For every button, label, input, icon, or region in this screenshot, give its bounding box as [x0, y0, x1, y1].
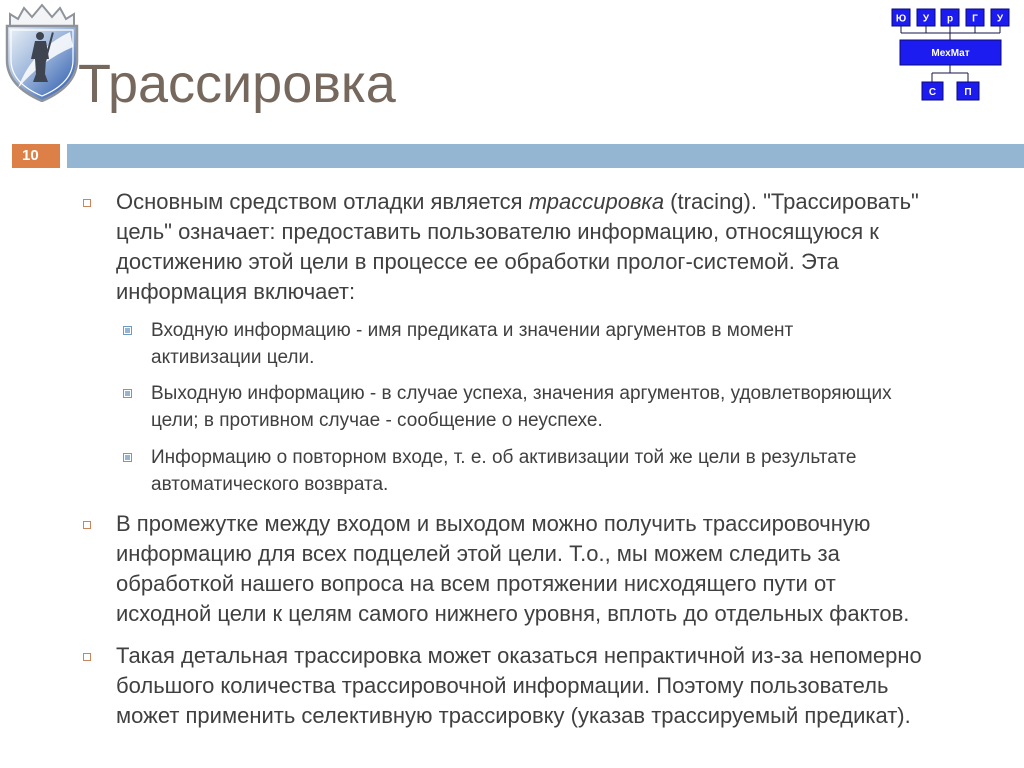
- body-line: цели; в противном случае - сообщение о неуспехе.: [151, 410, 603, 431]
- hollow-square-bullet-icon: [83, 199, 91, 207]
- body-line: Такая детальная трассировка может оказаться непрактичной из-за непомерно: [116, 643, 922, 668]
- bullet-item: [116, 509, 909, 629]
- org-chart-top-label: Ю: [895, 13, 907, 25]
- body-line: исходной цели к целям самого нижнего уровня, вплоть до отдельных фактов.: [116, 601, 910, 626]
- org-chart-bottom-label: П: [964, 87, 972, 98]
- body-line: информацию для всех подцелей этой цели. Т.о., мы можем следить за: [116, 541, 840, 566]
- university-crest-icon: [2, 2, 82, 102]
- body-line: автоматического возврата.: [151, 474, 389, 495]
- body-line: может применить селективную трассировку (указав трассируемый предикат).: [116, 703, 911, 728]
- body-line: [116, 187, 919, 217]
- sub-bullet-item: [151, 444, 856, 498]
- bullet-item: [116, 187, 919, 307]
- body-line: Выходную информацию - в случае успеха, значения аргументов, удовлетворяющих: [151, 383, 892, 404]
- body-line: активизации цели.: [151, 347, 315, 368]
- sub-bullet-item: [151, 317, 793, 371]
- slide-title: Трассировка: [78, 54, 396, 114]
- org-chart-top-label: У: [922, 13, 930, 25]
- org-chart-middle-label: МехМат: [931, 48, 970, 59]
- body-line: информация включает:: [116, 279, 356, 304]
- body-line: Входную информацию - имя предиката и значении аргументов в момент: [151, 320, 794, 341]
- org-chart-top-label: У: [996, 13, 1004, 25]
- crest-crown: [10, 5, 74, 27]
- framed-square-bullet-icon: [123, 389, 132, 398]
- body-line: Информацию о повторном входе, т. е. об активизации той же цели в результате: [151, 447, 857, 468]
- text-segment: Основным средством отладки является: [116, 189, 529, 214]
- body-line: В промежутке между входом и выходом можно получить трассировочную: [116, 511, 871, 536]
- hollow-square-bullet-icon: [83, 653, 91, 661]
- body-line: большого количества трассировочной информации. Поэтому пользователь: [116, 673, 889, 698]
- bullet-item: [116, 641, 922, 731]
- body-line: обработкой нашего вопроса на всем протяжении нисходящего пути от: [116, 571, 836, 596]
- text-segment: (tracing). "Трассировать": [664, 189, 919, 214]
- hollow-square-bullet-icon: [83, 521, 91, 529]
- framed-square-bullet-icon: [123, 326, 132, 335]
- org-chart: [884, 4, 1018, 104]
- body-line: достижению этой цели в процессе ее обработки пролог-системой. Эта: [116, 249, 839, 274]
- sub-bullet-item: [151, 380, 892, 434]
- framed-square-bullet-icon: [123, 453, 132, 462]
- slide-number: 10: [12, 144, 60, 168]
- emphasized-term: трассировка: [528, 189, 665, 214]
- org-chart-top-label: Г: [972, 13, 978, 25]
- org-chart-bottom-label: С: [928, 87, 937, 98]
- org-chart-top-label: р: [946, 13, 954, 25]
- body-line: цель" означает: предоставить пользователю информацию, относящуюся к: [116, 219, 879, 244]
- header-bar: [67, 144, 1024, 168]
